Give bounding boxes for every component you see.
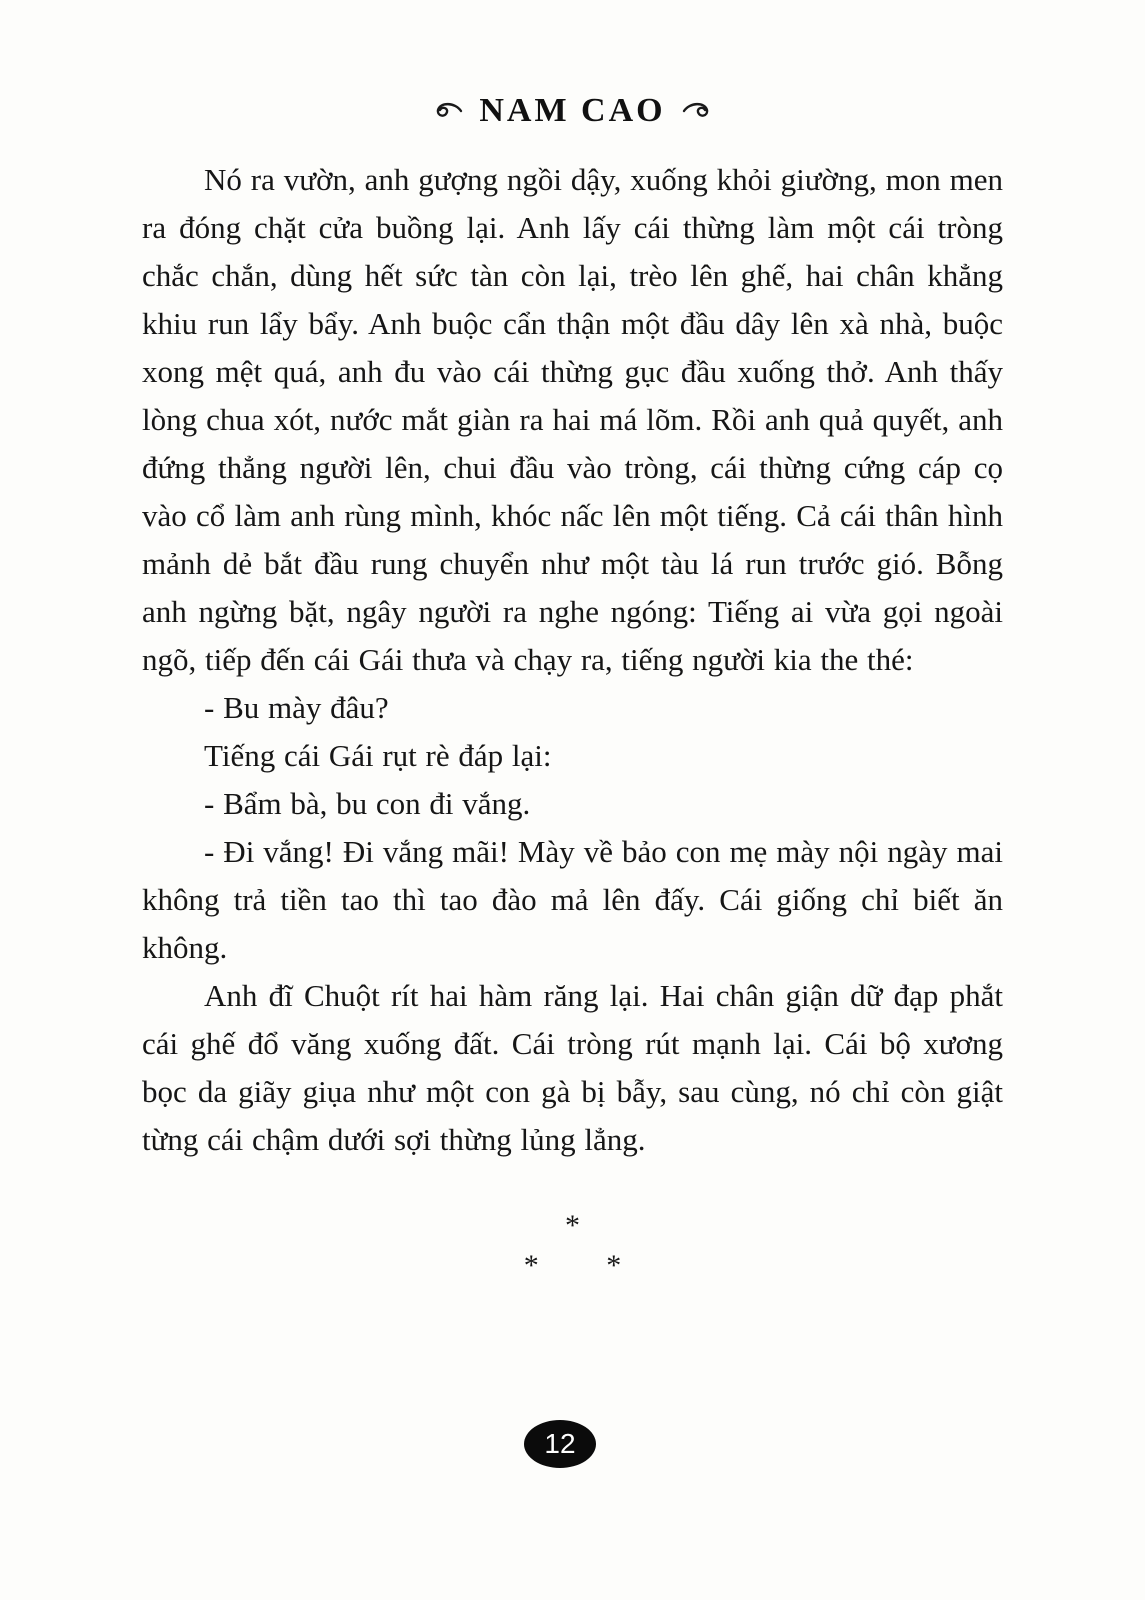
paragraph-dialogue: - Đi vắng! Đi vắng mãi! Mày về bảo con mẹ mày nội ngày mai không trả tiền tao thì tao đào mả lên đấy. Cái giống chỉ biết ăn không. [142,834,1003,965]
paragraph-dialogue: - Bẩm bà, bu con đi vắng. [204,786,531,821]
paragraph-narration: Nó ra vườn, anh gượng ngồi dậy, xuống khỏi giường, mon men ra đóng chặt cửa buồng lại. Anh lấy cái thừng làm một cái tròng chắc chắn, dùng hết sức tàn còn lại, trèo lên ghế, hai chân khẳng khiu run lẩy bẩy. Anh buộc cẩn thận một đầu dây lên xà nhà, buộc xong mệt quá, anh đu vào cái thừng gục đầu xuống thở. Anh thấy lòng chua xót, nước mắt giàn ra hai má lõm. Rồi anh quả quyết, anh đứng thẳng người lên, chui đầu vào tròng, cái thừng cứng cáp cọ vào cổ làm anh rùng mình, khóc nấc lên một tiếng. Cả cái thân hình mảnh dẻ bắt đầu rung chuyển như một tàu lá run trước gió. Bỗng anh ngừng bặt, ngây người ra nghe ngóng: Tiếng ai vừa gọi ngoài ngõ, tiếp đến cái Gái thưa và chạy ra, tiếng người kia the thé: [142,162,1003,677]
separator-asterisk-row [0,1246,1145,1286]
page-header [0,0,1145,130]
separator-asterisk-left: * [523,1249,539,1282]
body-text [0,130,1145,1164]
page-number-badge [524,1420,596,1468]
page-number: 12 [544,1428,576,1459]
fleuron-left-icon [427,101,463,121]
paragraph-narration: Tiếng cái Gái rụt rè đáp lại: [204,738,552,773]
page-title: NAM CAO [479,92,666,129]
separator-asterisk-top: * [565,1209,580,1242]
section-separator [0,1206,1145,1286]
paragraph-narration: Anh đĩ Chuột rít hai hàm răng lại. Hai chân giận dữ đạp phắt cái ghế đổ văng xuống đất. Cái tròng rút mạnh lại. Cái bộ xương bọc da giãy giụa như một con gà bị bẫy, sau cùng, nó chỉ còn giật từng cái chậm dưới sợi thừng lủng lẳng. [142,978,1003,1157]
separator-asterisk-right: * [606,1249,622,1282]
fleuron-right-icon [682,101,718,121]
paragraph-dialogue: - Bu mày đâu? [204,690,389,725]
